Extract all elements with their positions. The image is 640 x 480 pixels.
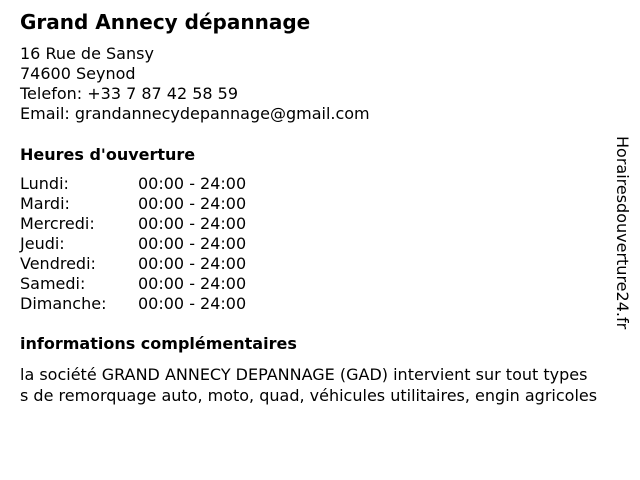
contact-block [20, 44, 370, 124]
info-text-line-2: s de remorquage auto, moto, quad, véhicules utilitaires, engin agricoles [20, 386, 598, 405]
hours-row-thursday [20, 234, 246, 254]
time-range: 00:00 - 24:00 [138, 234, 247, 253]
day-label: Mardi: [20, 194, 70, 213]
hours-row-sunday [20, 294, 246, 314]
hours-row-tuesday [20, 194, 246, 214]
phone-number: Telefon: +33 7 87 42 58 59 [20, 84, 239, 103]
time-range: 00:00 - 24:00 [138, 294, 247, 313]
email-address: Email: grandannecydepannage@gmail.com [20, 104, 370, 123]
time-range: 00:00 - 24:00 [138, 174, 247, 193]
street-address: 16 Rue de Sansy [20, 44, 154, 63]
day-label: Jeudi: [20, 234, 65, 253]
opening-hours-table [20, 174, 246, 314]
city-postcode: 74600 Seynod [20, 64, 136, 83]
day-label: Vendredi: [20, 254, 96, 273]
business-name: Grand Annecy dépannage [20, 10, 311, 34]
day-label: Lundi: [20, 174, 69, 193]
hours-row-saturday [20, 274, 246, 294]
time-range: 00:00 - 24:00 [138, 214, 247, 233]
additional-info-heading: informations complémentaires [20, 334, 297, 353]
watermark-text: Horairesdouverture24.fr [613, 136, 632, 330]
day-label: Mercredi: [20, 214, 95, 233]
hours-row-friday [20, 254, 246, 274]
site-watermark [610, 136, 634, 346]
time-range: 00:00 - 24:00 [138, 194, 247, 213]
additional-info-text [20, 364, 632, 406]
opening-hours-heading: Heures d'ouverture [20, 145, 196, 164]
time-range: 00:00 - 24:00 [138, 254, 247, 273]
time-range: 00:00 - 24:00 [138, 274, 247, 293]
day-label: Dimanche: [20, 294, 107, 313]
day-label: Samedi: [20, 274, 86, 293]
hours-row-wednesday [20, 214, 246, 234]
info-text-line-1: la société GRAND ANNECY DEPANNAGE (GAD) intervient sur tout types [20, 365, 588, 384]
hours-row-monday [20, 174, 246, 194]
